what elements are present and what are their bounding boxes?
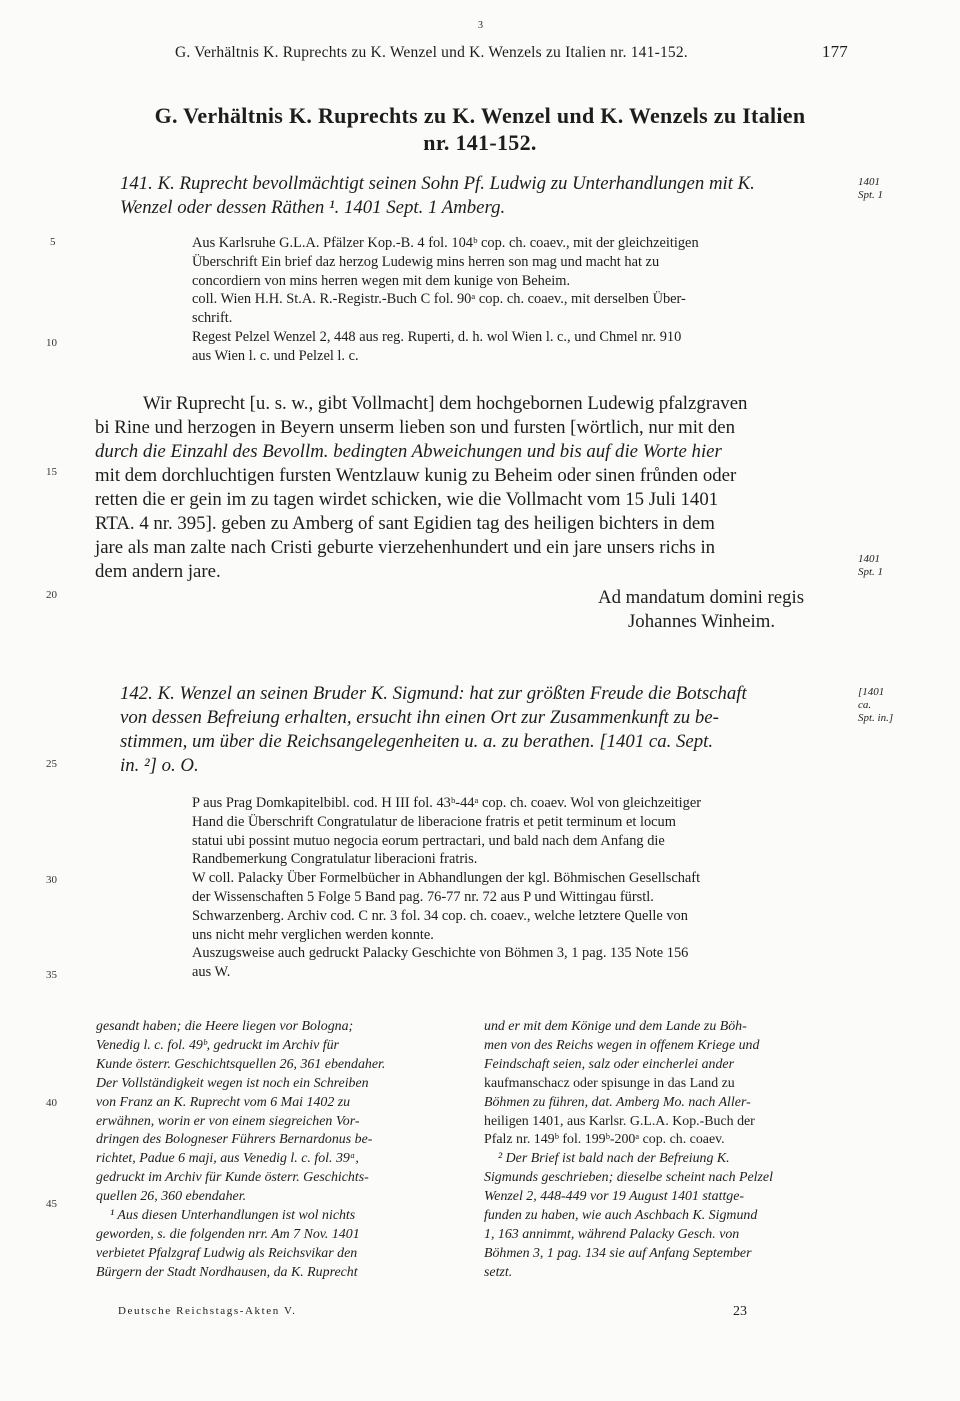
- footnote-line: Kunde österr. Geschichtsquellen 26, 361 ebendaher.: [96, 1056, 386, 1072]
- footnote-line: Wenzel 2, 448-449 vor 19 August 1401 stattge-: [484, 1189, 745, 1205]
- footnote-line: geworden, s. die folgenden nrr. Am 7 Nov. 1401: [96, 1226, 360, 1242]
- margin-year: 1401: [858, 176, 880, 188]
- source-line: Hand die Überschrift Congratulatur de liberacione fratris et petit terminum et locum: [192, 813, 676, 830]
- doc-142-margin-date: [858, 686, 893, 725]
- footnote-line: Pfalz nr. 149ᵇ fol. 199ᵇ-200ᵃ cop. ch. coaev.: [484, 1132, 725, 1148]
- footnote-line: dringen des Bologneser Führers Bernardonus be-: [96, 1132, 373, 1148]
- source-line: P aus Prag Domkapitelbibl. cod. H III fol. 43ᵇ-44ᵃ cop. ch. coaev. Wol von gleichzeitiger: [192, 795, 702, 811]
- footnote-line: setzt.: [484, 1264, 513, 1280]
- page-number: 177: [821, 42, 848, 61]
- margin-ca: ca.: [858, 699, 872, 711]
- doc-142-heading: [120, 682, 855, 778]
- text-line: retten die er gein im zu tagen wirdet schicken, wie die Vollmacht vom 15 Juli 1401: [95, 489, 719, 510]
- text-line: RTA. 4 nr. 395]. geben zu Amberg of sant Egidien tag des heiligen bichters in dem: [95, 513, 715, 534]
- line-number: 30: [46, 874, 57, 886]
- line-number: 35: [46, 969, 57, 981]
- margin-day: Spt. 1: [858, 566, 884, 578]
- source-line: schrift.: [192, 310, 233, 327]
- text-line: durch die Einzahl des Bevollm. bedingten Abweichungen und bis auf die Worte hier: [95, 441, 722, 462]
- text-line: jare als man zalte nach Cristi geburte vierzehenhundert und ein jare unsers richs in: [95, 537, 716, 558]
- doc-141-heading: [120, 172, 855, 220]
- footnotes-right-column: [484, 1018, 856, 1283]
- footnote-line: Bürgern der Stadt Nordhausen, da K. Ruprecht: [96, 1264, 358, 1280]
- footnote-line: 1, 163 annimmt, während Palacky Gesch. von: [484, 1226, 740, 1242]
- heading-line: stimmen, um über die Reichsangelegenheiten u. a. zu berathen. [1401 ca. Sept.: [120, 731, 714, 752]
- doc-142-sources: [192, 794, 852, 982]
- margin-year: 1401: [858, 553, 880, 565]
- footnotes-left-column: [96, 1018, 468, 1283]
- register-mark: 3: [478, 20, 483, 31]
- signature-line: Johannes Winheim.: [628, 611, 776, 632]
- line-number: 25: [46, 758, 57, 770]
- footnote-line: kaufmanschacz oder spisunge in das Land zu: [484, 1075, 735, 1091]
- sheet-number: 23: [733, 1304, 747, 1319]
- doc-141-signature: [598, 586, 838, 634]
- heading-line: 142. K. Wenzel an seinen Bruder K. Sigmund: hat zur größten Freude die Botschaft: [120, 683, 747, 704]
- footnote-line: Böhmen zu führen, dat. Amberg Mo. nach Aller-: [484, 1094, 751, 1110]
- text-line: Wir Ruprecht [u. s. w., gibt Vollmacht] dem hochgebornen Ludewig pfalzgraven: [143, 393, 748, 414]
- footnote-line: Der Vollständigkeit wegen ist noch ein Schreiben: [96, 1075, 369, 1091]
- margin-day: Spt. 1: [858, 189, 884, 201]
- source-line: Aus Karlsruhe G.L.A. Pfälzer Kop.-B. 4 fol. 104ᵇ cop. ch. coaev., mit der gleichzeitigen: [192, 235, 699, 251]
- footnote-line: quellen 26, 360 ebendaher.: [96, 1189, 247, 1205]
- source-line: Randbemerkung Congratulatur liberacioni fratris.: [192, 851, 478, 868]
- source-line: concordiern von mins herren wegen mit dem kunige von Beheim.: [192, 272, 571, 289]
- heading-line: Wenzel oder dessen Räthen ¹. 1401 Sept. 1 Amberg.: [120, 197, 506, 218]
- text-line: dem andern jare.: [95, 561, 221, 582]
- footnote-line: funden zu haben, wie auch Aschbach K. Sigmund: [484, 1208, 758, 1224]
- footnote-line: men von des Reichs wegen in offenem Kriege und: [484, 1037, 760, 1053]
- source-line: aus W.: [192, 964, 231, 981]
- text-line: bi Rine und herzogen in Beyern unserm lieben son und fursten [wörtlich, nur mit den: [95, 417, 735, 438]
- source-line: der Wissenschaften 5 Folge 5 Band pag. 76-77 nr. 72 aus P und Wittingau fürstl.: [192, 888, 654, 905]
- doc-141-margin-date: [858, 176, 883, 202]
- line-number: 45: [46, 1198, 57, 1210]
- doc-141-sources: [192, 234, 852, 366]
- line-number: 5: [50, 236, 56, 248]
- printer-signature: Deutsche Reichstags-Akten V.: [118, 1305, 297, 1317]
- footnote-line: erwähnen, worin er von einem siegreichen Vor-: [96, 1113, 360, 1129]
- line-number: 20: [46, 589, 57, 601]
- margin-day: Spt. in.]: [858, 712, 894, 724]
- source-line: uns nicht mehr verglichen werden konnte.: [192, 926, 434, 943]
- line-number: 40: [46, 1097, 57, 1109]
- footnote-line: von Franz an K. Ruprecht vom 6 Mai 1402 zu: [96, 1094, 351, 1110]
- footnote-line: richtet, Padue 6 maji, aus Venedig l. c. fol. 39ᵃ,: [96, 1151, 359, 1167]
- section-title-line: G. Verhältnis K. Ruprechts zu K. Wenzel und K. Wenzels zu Italien: [154, 103, 806, 128]
- source-line: coll. Wien H.H. St.A. R.-Registr.-Buch C fol. 90ᵃ cop. ch. coaev., mit derselben Über-: [192, 291, 686, 308]
- footnote-line: Venedig l. c. fol. 49ᵇ, gedruckt im Archiv für: [96, 1037, 339, 1053]
- doc-141-text: [95, 392, 855, 584]
- source-line: statui ubi possint mutuo negocia eorum pertractari, und bald nach dem Anfang die: [192, 832, 665, 849]
- footnote-line: Sigmunds geschrieben; dieselbe scheint nach Pelzel: [484, 1170, 773, 1186]
- source-line: Überschrift Ein brief daz herzog Ludewig mins herren son mag und macht hat zu: [192, 253, 660, 270]
- source-line: Auszugsweise auch gedruckt Palacky Geschichte von Böhmen 3, 1 pag. 135 Note 156: [192, 945, 689, 962]
- footnote-line: ¹ Aus diesen Unterhandlungen ist wol nichts: [110, 1208, 356, 1224]
- running-title: G. Verhältnis K. Ruprechts zu K. Wenzel und K. Wenzels zu Italien nr. 141-152.: [175, 44, 688, 61]
- footnote-line: gesandt haben; die Heere liegen vor Bologna;: [96, 1019, 354, 1034]
- footnote-line: Feindschaft seien, salz oder eincherlei ander: [484, 1056, 734, 1072]
- section-title-line: nr. 141-152.: [423, 130, 537, 155]
- margin-year: [1401: [858, 686, 885, 698]
- line-number: 10: [46, 337, 57, 349]
- footnote-line: verbietet Pfalzgraf Ludwig als Reichsvikar den: [96, 1245, 358, 1261]
- heading-line: von dessen Befreiung erhalten, ersucht ihn einen Ort zur Zusammenkunft zu be-: [120, 707, 719, 728]
- doc-141-text-margin-date: [858, 553, 883, 579]
- footnote-line: Böhmen 3, 1 pag. 134 sie auf Anfang September: [484, 1245, 752, 1261]
- line-number: 15: [46, 466, 57, 478]
- text-line: mit dem dorchluchtigen fursten Wentzlauw kunig zu Beheim oder sinen frůnden oder: [95, 465, 737, 486]
- footnote-line: gedruckt im Archiv für Kunde österr. Geschichts-: [96, 1170, 369, 1186]
- footnote-line: und er mit dem Könige und dem Lande zu Böh-: [484, 1019, 747, 1034]
- source-line: Regest Pelzel Wenzel 2, 448 aus reg. Ruperti, d. h. wol Wien l. c., und Chmel nr. 910: [192, 328, 682, 345]
- source-line: W coll. Palacky Über Formelbücher in Abhandlungen der kgl. Böhmischen Gesellschaft: [192, 870, 701, 887]
- footnote-line: heiligen 1401, aus Karlsr. G.L.A. Kop.-Buch der: [484, 1113, 755, 1129]
- footnote-line: ² Der Brief ist bald nach der Befreiung K.: [498, 1151, 730, 1167]
- source-line: aus Wien l. c. und Pelzel l. c.: [192, 347, 359, 364]
- source-line: Schwarzenberg. Archiv cod. C nr. 3 fol. 34 cop. ch. coaev., welche letztere Quelle von: [192, 907, 688, 924]
- heading-line: 141. K. Ruprecht bevollmächtigt seinen Sohn Pf. Ludwig zu Unterhandlungen mit K.: [120, 173, 755, 194]
- heading-line: in. ²] o. O.: [120, 755, 199, 776]
- signature-line: Ad mandatum domini regis: [598, 587, 805, 608]
- section-title: [95, 102, 865, 156]
